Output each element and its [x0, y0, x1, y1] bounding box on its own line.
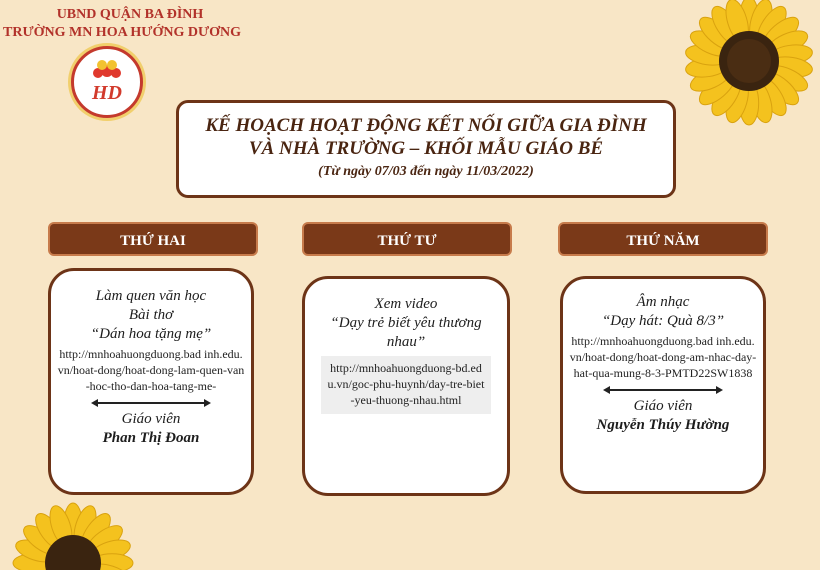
activity-link[interactable]: http://mnhoahuongduong.bad inh.edu.vn/hoat-dong/hoat-dong-am-nhac-day-hat-qua-mung-8-3-PMTD22SW1838 [569, 334, 757, 380]
activity-link[interactable]: http://mnhoahuongduong-bd.edu.vn/goc-phu-huynh/day-tre-biet-yeu-thuong-nhau.html [327, 361, 485, 407]
activity-subtype: Bài thơ [128, 307, 174, 323]
day-header-wednesday: THỨ TƯ [302, 222, 512, 256]
link-panel [321, 356, 491, 414]
double-arrow-icon [605, 389, 721, 391]
activity-link[interactable]: http://mnhoahuongduong.bad inh.edu.vn/hoat-dong/hoat-dong-lam-quen-van-hoc-tho-dan-hoa-tang-me- [57, 347, 245, 393]
day-header-thursday: THỨ NĂM [558, 222, 768, 256]
sunflower-top-right-icon [664, 0, 820, 136]
activity-title: “Dạy trẻ biết yêu thương nhau” [330, 315, 482, 350]
school-logo [71, 46, 143, 118]
teacher-label: Giáo viên [121, 411, 181, 427]
activity-type: Xem video [374, 296, 438, 312]
day-header-monday: THỨ HAI [48, 222, 258, 256]
teacher-name: Nguyễn Thúy Hường [596, 417, 730, 433]
school-name: TRƯỜNG MN HOA HƯỚNG DƯƠNG [3, 25, 241, 40]
activity-type: Làm quen văn học [95, 288, 207, 304]
district-name: UBND QUẬN BA ĐÌNH [56, 7, 204, 22]
double-arrow-icon [93, 402, 209, 404]
activity-card-monday [48, 268, 254, 495]
plan-title-box [176, 100, 676, 198]
activity-card-thursday [560, 276, 766, 494]
activity-type: Âm nhạc [636, 294, 690, 310]
school-header [0, 6, 260, 42]
activity-title: “Dạy hát: Quà 8/3” [601, 313, 725, 329]
title-line-1: KẾ HOẠCH HOẠT ĐỘNG KẾT NỐI GIỮA GIA ĐÌNH [205, 115, 647, 136]
title-dates: (Từ ngày 07/03 đến ngày 11/03/2022) [318, 164, 534, 179]
activity-title: “Dán hoa tặng mẹ” [90, 326, 212, 342]
activity-card-wednesday [302, 276, 510, 496]
teacher-name: Phan Thị Đoan [102, 430, 200, 446]
teacher-label: Giáo viên [633, 398, 693, 414]
logo-text: HD [92, 82, 122, 104]
title-line-2: VÀ NHÀ TRƯỜNG – KHỐI MẪU GIÁO BÉ [248, 138, 604, 159]
